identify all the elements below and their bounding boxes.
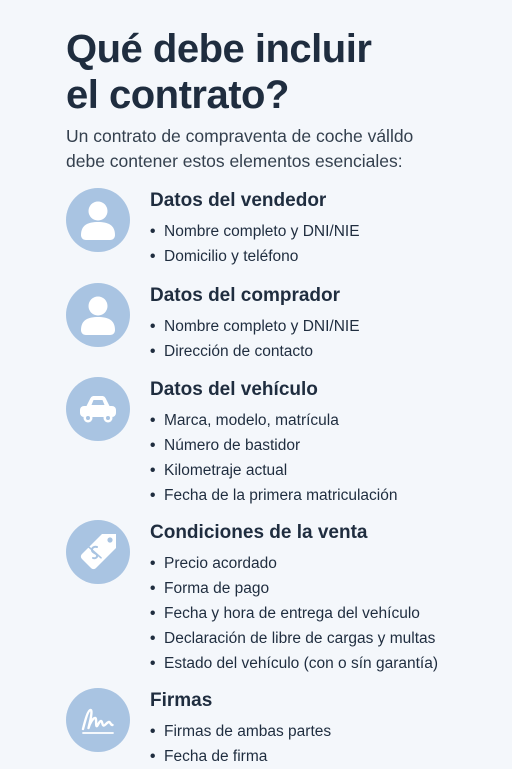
- bullet-list: [150, 408, 397, 508]
- list-item: • Domicilio y teléfono: [150, 244, 360, 269]
- list-item: • Estado del vehículo (con o sín garantía): [150, 651, 438, 676]
- section-buyer: [66, 283, 496, 363]
- section-title: Firmas: [150, 690, 213, 711]
- list-item: • Fecha de la primera matriculación: [150, 483, 397, 508]
- section-title: Condiciones de la venta: [150, 522, 368, 543]
- list-item: • Número de bastidor: [150, 433, 397, 458]
- section-title: Datos del vehículo: [150, 379, 318, 400]
- bullet-list: [150, 219, 360, 269]
- bullet-list: [150, 551, 438, 676]
- section-title: Datos del vendedor: [150, 190, 327, 211]
- section-title: Datos del comprador: [150, 285, 341, 306]
- intro-line-1: Un contrato de compraventa de coche válldo: [66, 126, 414, 146]
- signature-icon: [66, 688, 130, 752]
- list-item: • Marca, modelo, matrícula: [150, 408, 397, 433]
- list-item: • Dirección de contacto: [150, 339, 360, 364]
- page-title: [66, 26, 486, 118]
- list-item: • Fecha y hora de entrega del vehículo: [150, 601, 438, 626]
- list-item: • Nombre completo y DNI/NIE: [150, 219, 360, 244]
- list-item: • Kilometraje actual: [150, 458, 397, 483]
- intro-line-2: debe contener estos elementos esenciales:: [66, 151, 403, 171]
- person-icon: [66, 188, 130, 252]
- list-item: • Precio acordado: [150, 551, 438, 576]
- person-icon: [66, 283, 130, 347]
- list-item: • Fecha de firma: [150, 744, 331, 769]
- list-item: • Forma de pago: [150, 576, 438, 601]
- bullet-list: [150, 314, 360, 364]
- price-tag-icon: [66, 520, 130, 584]
- bullet-list: [150, 719, 331, 769]
- title-line-2: el contrato?: [66, 73, 289, 117]
- intro-text: [66, 124, 486, 174]
- title-line-1: Qué debe incluir: [66, 27, 372, 71]
- section-vehicle: [66, 377, 496, 507]
- list-item: • Firmas de ambas partes: [150, 719, 331, 744]
- list-item: • Nombre completo y DNI/NIE: [150, 314, 360, 339]
- car-icon: [66, 377, 130, 441]
- section-seller: [66, 188, 496, 268]
- section-sale-conditions: [66, 520, 496, 675]
- list-item: • Declaración de libre de cargas y multas: [150, 626, 438, 651]
- section-signatures: [66, 688, 496, 768]
